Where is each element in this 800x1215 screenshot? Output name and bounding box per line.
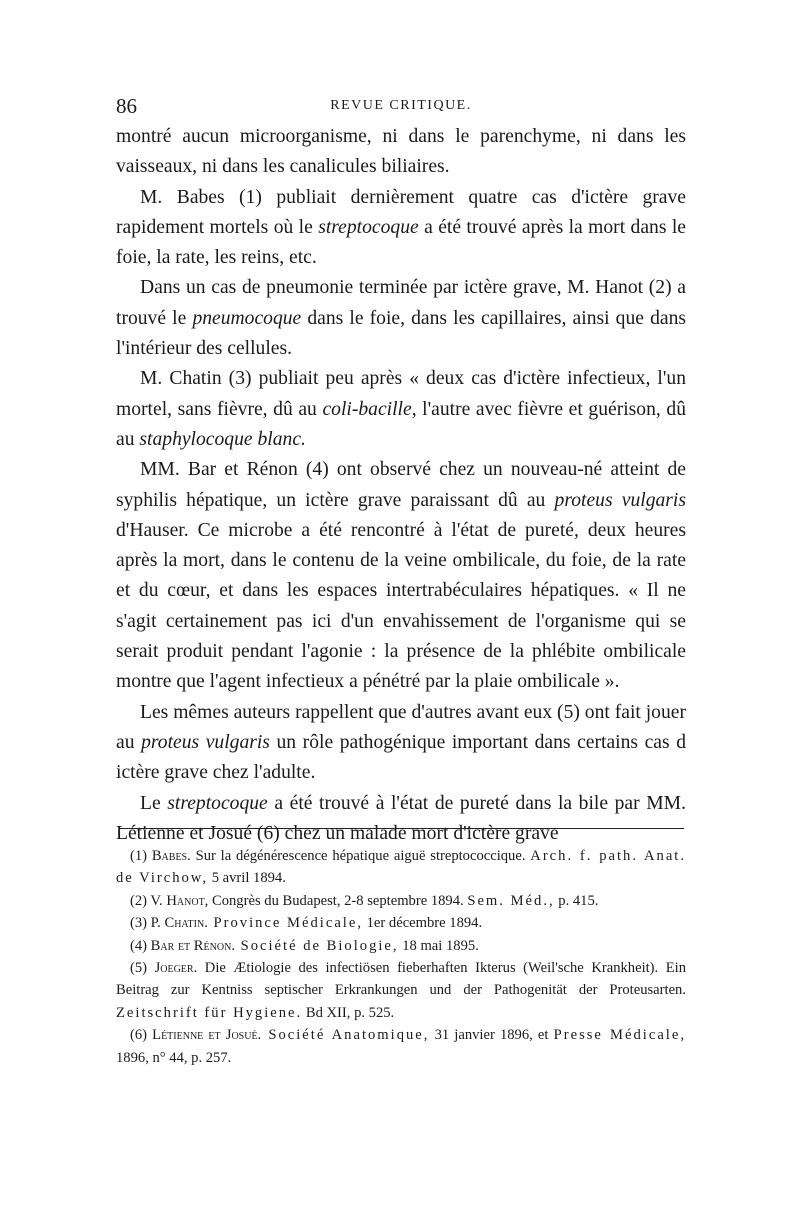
text-run: Les mêmes auteurs rappellent que d'autres avant eux (5) ont fait jouer au bbox=[116, 701, 686, 753]
text-run: MM. Bar et Rénon (4) ont observé chez un nouveau-né atteint de syphilis hépatique, un ictère grave paraissant dû au bbox=[116, 459, 686, 511]
text-run: M. Babes (1) publiait dernièrement quatre cas d'ictère grave rapidement mortels où le bbox=[116, 186, 686, 238]
italic-term: streptocoque bbox=[167, 792, 268, 814]
paragraph-7 bbox=[116, 789, 686, 850]
footnote-journal: Société de Biologie, bbox=[234, 937, 399, 954]
footnote-marker: (4) bbox=[130, 937, 151, 954]
footnote-text: p. 415. bbox=[554, 892, 599, 909]
text-run: a été trouvé après la mort dans le foie, la rate, les reins, etc. bbox=[116, 216, 686, 269]
italic-term: proteus vulgaris bbox=[141, 731, 270, 753]
text-run: un rôle pathogénique important dans certains cas d ictère grave chez l'adulte. bbox=[116, 731, 686, 784]
footnote-text: 1896, n° 44, p. 257. bbox=[116, 1049, 232, 1066]
footnote-1 bbox=[116, 845, 686, 890]
page-header bbox=[116, 94, 686, 124]
footnote-3 bbox=[116, 912, 686, 934]
footnote-journal: Presse Médicale, bbox=[553, 1027, 686, 1044]
text-run: M. Chatin (3) publiait peu après « deux cas d'ictère infectieux, l'un mortel, sans fièvre, dû au bbox=[116, 368, 686, 420]
footnote-author: Chatin. bbox=[164, 915, 208, 932]
footnote-author: Hanot, bbox=[166, 892, 209, 909]
footnote-text: Bd XII, p. 525. bbox=[302, 1004, 395, 1021]
paragraph-5 bbox=[116, 455, 686, 697]
footnote-marker: (5) bbox=[130, 960, 155, 977]
footnote-journal: Société Anatomique, bbox=[261, 1027, 430, 1044]
footnote-4 bbox=[116, 935, 686, 957]
italic-term: staphylocoque blanc. bbox=[139, 428, 306, 450]
text-run: Le bbox=[140, 792, 168, 814]
paragraph-4 bbox=[116, 364, 686, 455]
footnote-text: 1er décembre 1894. bbox=[362, 915, 483, 932]
paragraph-3 bbox=[116, 273, 686, 364]
footnote-author: Joeger. bbox=[154, 960, 198, 977]
footnote-journal: Sem. Méd., bbox=[467, 892, 555, 909]
page-number: 86 bbox=[116, 94, 137, 118]
footnote-6 bbox=[116, 1024, 686, 1069]
text-run: d'Hauser. Ce microbe a été rencontré à l'état de pureté, deux heures après la mort, dans le contenu de la veine ombilicale, du foie, de la rate et du cœur, et dans les espaces intertrabéculaires hépatiques. « Il ne s'agit certainement pas ici d'un envahissement de l'organisme qui se serait produit pendant l'agonie : la présence de la phlébite ombilicale montre que l'agent infectieux a pénétré par la plaie ombilicale ». bbox=[116, 519, 686, 693]
running-head: REVUE CRITIQUE. bbox=[330, 98, 472, 113]
text-run: a été trouvé à l'état de pureté dans la bile par MM. Létienne et Josué (6) chez un malade mort d'ictère grave bbox=[116, 792, 686, 844]
footnote-author: Bar et Rénon. bbox=[150, 937, 235, 954]
paragraph-2 bbox=[116, 183, 686, 274]
footnotes bbox=[116, 845, 686, 1069]
footnote-marker: (2) V. bbox=[130, 892, 167, 909]
footnote-text: Die Ætiologie des infectiösen fieberhaften Ikterus (Weil'sche Krankheit). Ein Beitrag zur Kentniss septischer Erkrankungen und der Pathogenität der Proteusarten. bbox=[116, 960, 686, 999]
text-run: , l'autre avec fièvre et guérison, dû au bbox=[116, 398, 686, 450]
text-run: montré aucun microorganisme, ni dans le parenchyme, ni dans les vaisseaux, ni dans les canalicules biliaires. bbox=[116, 126, 686, 178]
italic-term: streptocoque bbox=[318, 216, 419, 238]
footnote-journal: Province Médicale, bbox=[207, 915, 363, 932]
footnote-marker: (6) bbox=[130, 1027, 153, 1044]
footnote-separator bbox=[120, 828, 684, 829]
italic-term: coli-bacille bbox=[322, 398, 412, 420]
text-run: Dans un cas de pneumonie terminée par ictère grave, M. Hanot (2) a trouvé le bbox=[116, 277, 686, 329]
paragraph-6 bbox=[116, 698, 686, 789]
paragraph-1 bbox=[116, 122, 686, 183]
footnote-text: 5 avril 1894. bbox=[208, 870, 286, 887]
footnote-text: 31 janvier 1896, et bbox=[429, 1027, 554, 1044]
footnote-journal: Zeitschrift für Hygiene. bbox=[116, 1004, 303, 1021]
footnote-author: Babes. bbox=[151, 848, 191, 864]
italic-term: pneumocoque bbox=[192, 307, 302, 329]
footnote-journal: Arch. f. path. Anat. de Virchow, bbox=[116, 848, 686, 887]
text-run: dans le foie, dans les capillaires, ainsi que dans l'intérieur des cellules. bbox=[116, 307, 686, 360]
footnote-text: Sur la dégénérescence hépatique aiguë streptococcique. bbox=[190, 848, 531, 864]
italic-term: proteus vulgaris bbox=[554, 489, 686, 511]
main-text bbox=[116, 122, 686, 849]
footnote-marker: (1) bbox=[130, 848, 152, 864]
footnote-text: 18 mai 1895. bbox=[398, 937, 479, 954]
footnote-5 bbox=[116, 957, 686, 1024]
footnote-2 bbox=[116, 890, 686, 912]
footnote-marker: (3) P. bbox=[130, 915, 165, 932]
footnote-text: Congrès du Budapest, 2-8 septembre 1894. bbox=[208, 892, 468, 909]
footnote-author: Létienne et Josué. bbox=[152, 1027, 262, 1044]
